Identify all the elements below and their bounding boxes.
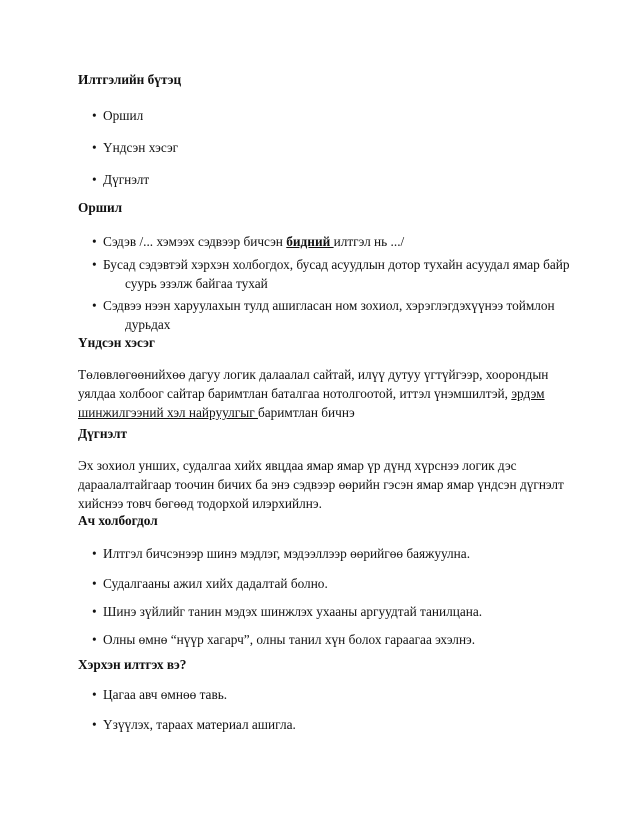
list-item-text: Цагаа авч өмнөө тавь. (103, 687, 228, 702)
list-item (92, 170, 573, 189)
list-item-text (103, 232, 573, 251)
bullet-icon: • (92, 632, 97, 647)
list-item (92, 106, 573, 125)
list-item-text (103, 296, 573, 334)
underlined-text: эрдэм шинжилгээний хэл найруулгыг (78, 386, 545, 420)
bullet-icon: • (92, 717, 97, 732)
list-item-text (103, 255, 573, 293)
heading-howto: Хэрхэн илтгэх вэ? (78, 657, 187, 672)
heading-significance: Ач холбогдол (78, 513, 158, 528)
list-item-text-part: илтгэл нь .../ (333, 234, 405, 249)
heading-conclusion: Дүгнэлт (78, 426, 127, 441)
list-item (92, 715, 573, 734)
bullet-icon: • (92, 108, 97, 123)
list-item-text-wrapped: Сэдвээ нээн харуулахын тулд ашигласан ном зохиол, хэрэглэгдэхүүнээ тоймлон дурьдах (103, 298, 555, 332)
paragraph-main (78, 365, 568, 422)
bullet-icon: • (92, 172, 97, 187)
list-item-text-wrapped: Бусад сэдэвтэй хэрхэн холбогдох, бусад асуудлын дотор тухайн асуудал ямар байр суурь эзэлж байгаа тухай (103, 257, 570, 291)
list-item (92, 574, 573, 593)
bold-underlined-word: бидний (286, 234, 334, 249)
list-item (92, 544, 573, 563)
bullet-icon: • (92, 257, 97, 272)
list-item (92, 296, 573, 334)
bullet-icon: • (92, 546, 97, 561)
list-item (92, 685, 573, 704)
bullet-icon: • (92, 687, 97, 702)
paragraph-conclusion: Эх зохиол унших, судалгаа хийх явцдаа ямар ямар үр дүнд хүрснээ логик дэс дараалалтайгаар тоочин бичих ба энэ сэдвээр өөрийн гэсэн ямар ямар үндсэн дүгнэлт хийснээ товч бөгөөд тодорхой илэрхийлнэ. (78, 458, 564, 511)
heading-intro: Оршил (78, 200, 123, 215)
list-item-text: Шинэ зүйлийг танин мэдэх шинжлэх ухааны аргуудтай танилцана. (103, 604, 483, 619)
bullet-icon: • (92, 604, 97, 619)
list-item-text: Үндсэн хэсэг (103, 140, 179, 155)
list-item-text: Үзүүлэх, тараах материал ашигла. (103, 717, 296, 732)
list-item (92, 232, 573, 251)
heading-main: Үндсэн хэсэг (78, 335, 155, 350)
bullet-icon: • (92, 234, 97, 249)
list-item-text: Судалгааны ажил хийх дадалтай болно. (103, 576, 328, 591)
list-item (92, 255, 573, 293)
list-item-text: Олны өмнө “нүүр хагарч”, олны танил хүн болох гараагаа эхэлнэ. (103, 632, 476, 647)
bullet-icon: • (92, 576, 97, 591)
list-item (92, 138, 573, 157)
list-item-text: Илтгэл бичсэнээр шинэ мэдлэг, мэдээллээр өөрийгөө баяжуулна. (103, 546, 471, 561)
bullet-icon: • (92, 140, 97, 155)
paragraph-text: баримтлан бичнэ (257, 405, 355, 420)
list-item (92, 602, 573, 621)
list-item (92, 630, 573, 649)
bullet-icon: • (92, 298, 97, 313)
heading-structure: Илтгэлийн бүтэц (78, 72, 182, 87)
list-item-text: Дүгнэлт (103, 172, 150, 187)
list-item-text-part: Сэдэв /... хэмээх сэдвээр бичсэн (103, 234, 287, 249)
paragraph-text: Төлөвлөгөөнийхөө дагуу логик далаалал сайтай, илүү дутуу үгтүйгээр, хоорондын уялдаа холбоог сайтар баримтлан баталгаа нотолгоотой, иттэл үнэмшилтэй, (78, 367, 549, 401)
list-item-text: Оршил (103, 108, 144, 123)
